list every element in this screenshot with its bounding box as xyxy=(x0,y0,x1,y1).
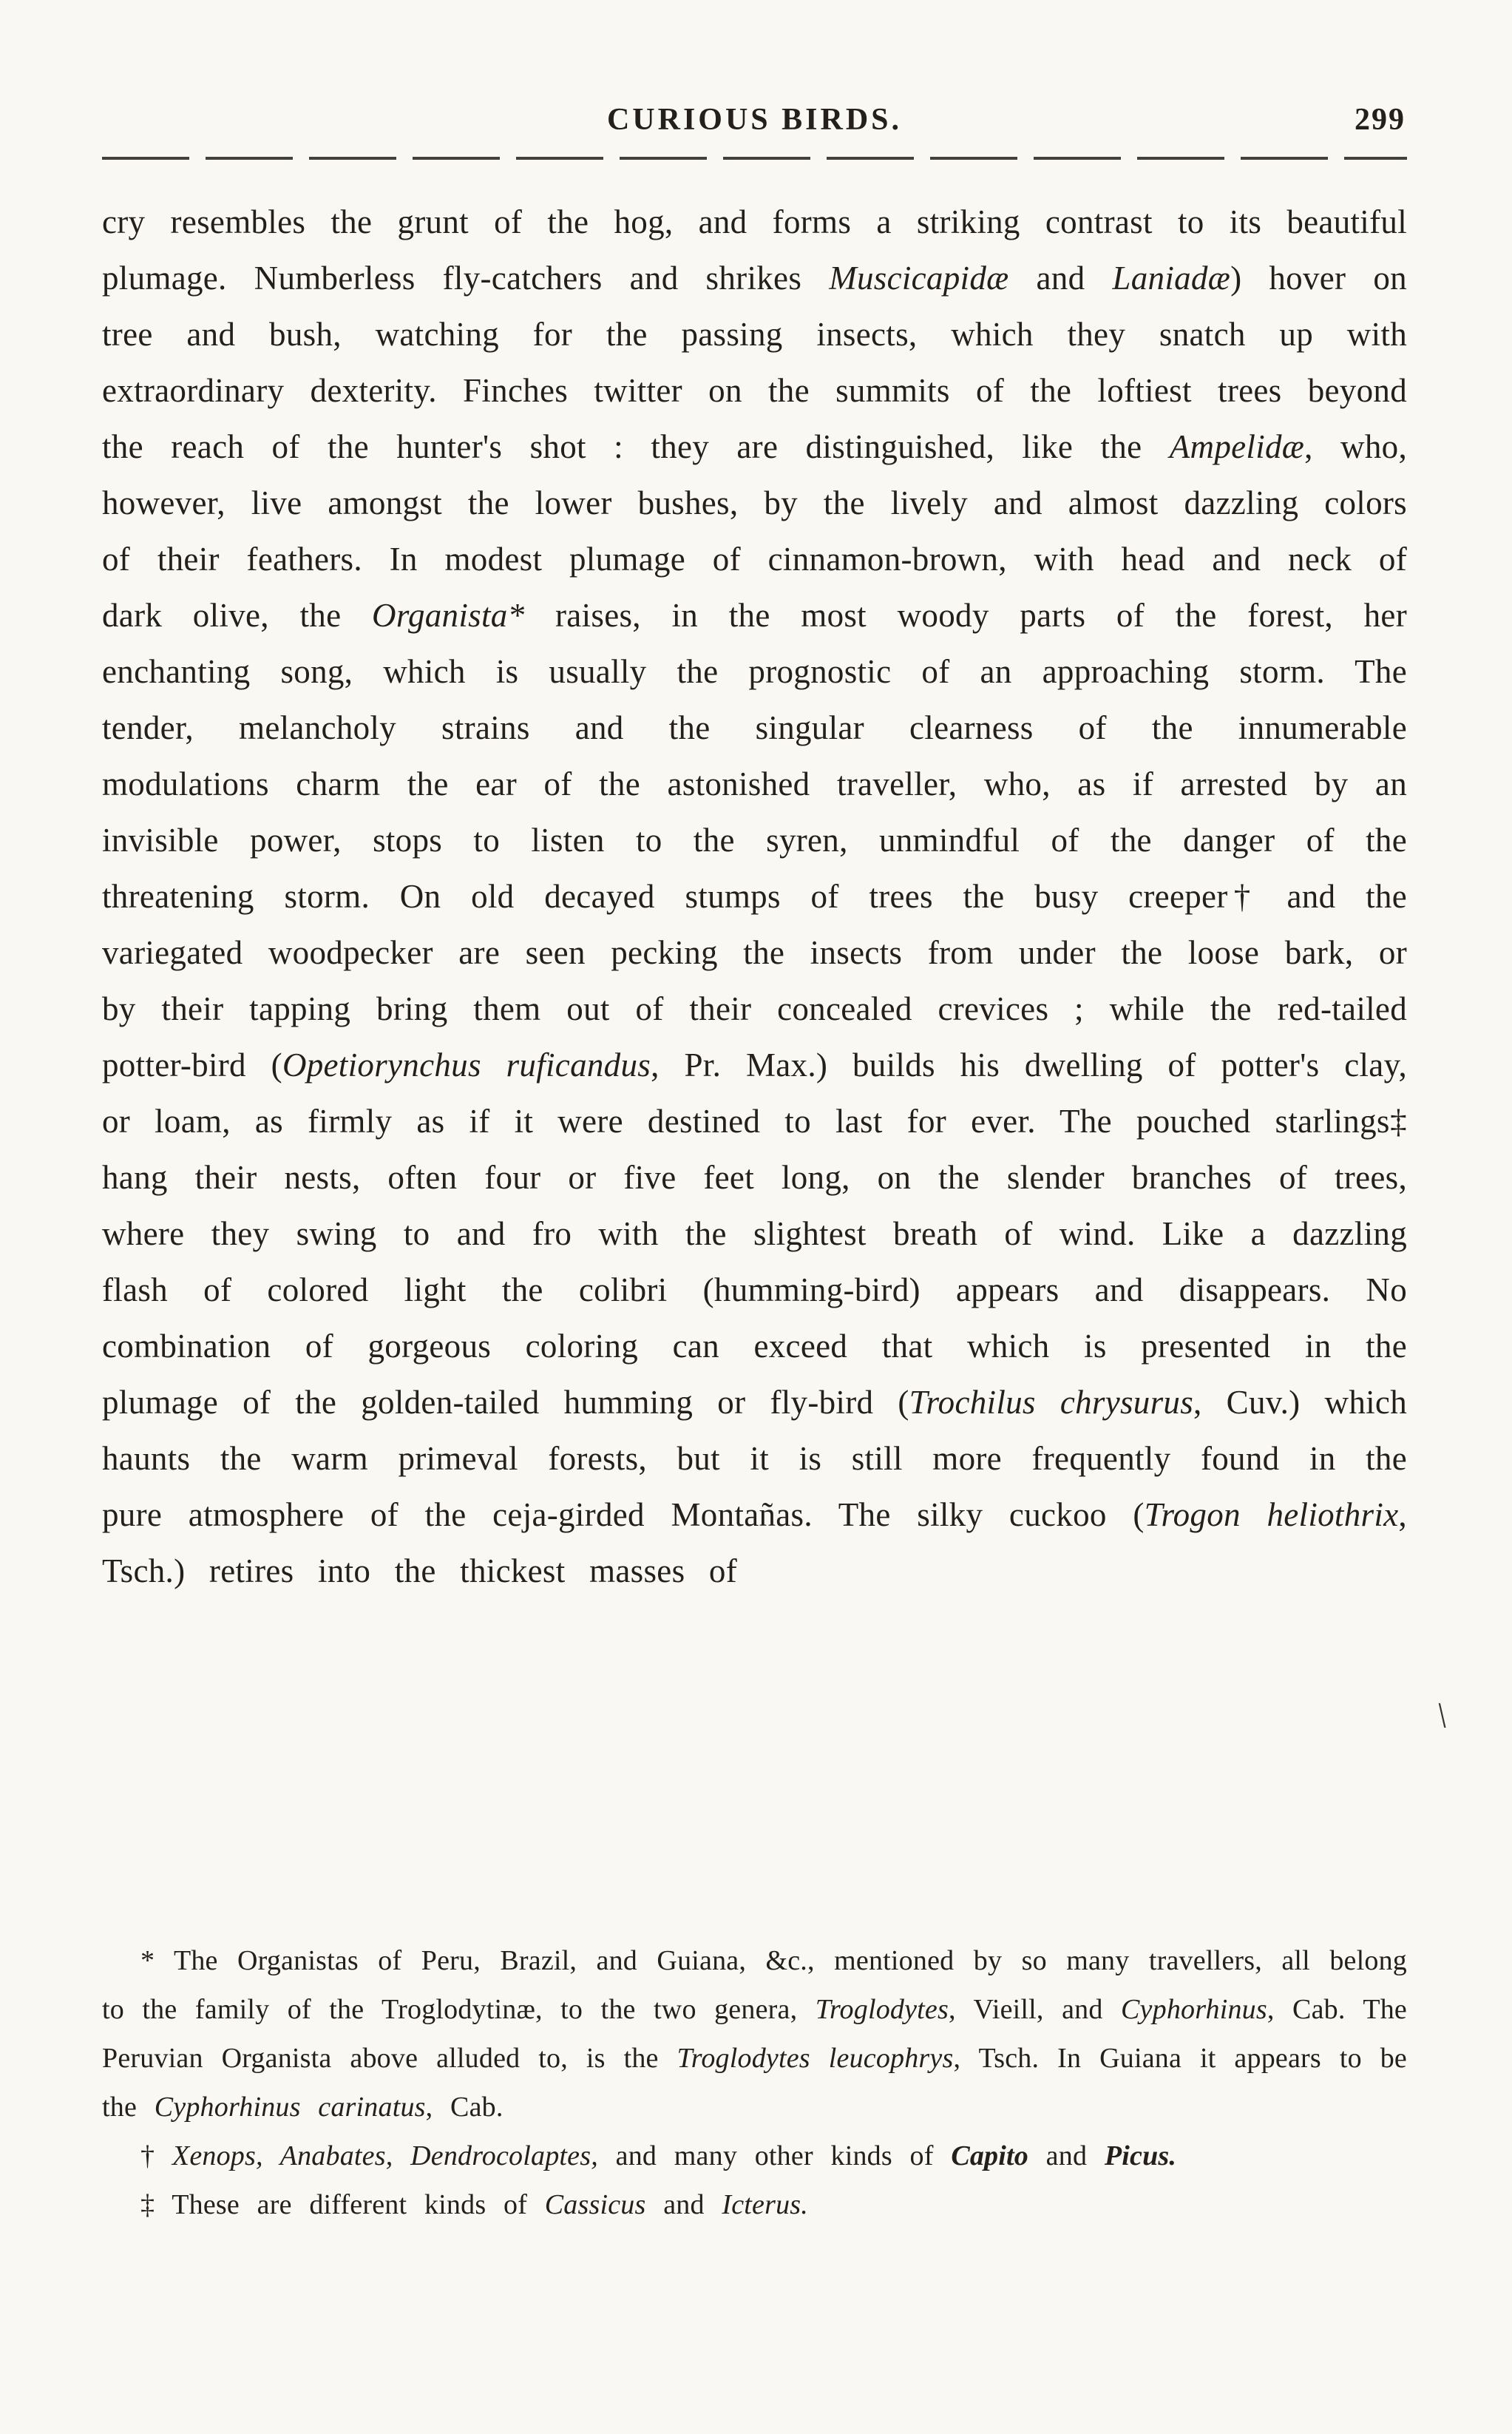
text-run: Muscicapidæ xyxy=(829,260,1009,297)
text-run: ) hover on tree and bush, watching for the passing insects, which they snatch up with extraordinary dexterity. Finches twitter on the summits of the loftiest trees beyond the reach of the hunter's shot : they are distinguished, like the xyxy=(102,260,1407,465)
text-run: Cassicus xyxy=(544,2189,646,2220)
footnote-dagger xyxy=(102,2132,1407,2180)
page-title: CURIOUS BIRDS. xyxy=(606,103,903,137)
text-run: Xenops, Anabates, Dendrocolaptes, xyxy=(172,2140,598,2171)
text-run: Trochilus chrysurus xyxy=(909,1384,1194,1421)
text-run: Organista* xyxy=(372,597,525,634)
page-number: 299 xyxy=(1355,103,1406,137)
text-run: , Pr. Max.) builds his dwelling of potter's clay, or loam, as firmly as if it were destined to last for ever. The pouched starlings‡ hang their nests, often four or five feet long, on the slender branches of trees, where they swing to and fro with the slightest breath of wind. Like a dazzling flash of colored light the colibri (humming-bird) appears and disappears. No combination of gorgeous coloring can exceed that which is presented in the plumage of the golden-tailed humming or fly-bird ( xyxy=(102,1047,1408,1421)
text-run: , Cab. xyxy=(425,2092,504,2123)
text-run: Opetiorynchus ruficandus xyxy=(282,1047,651,1084)
text-run: Ampelidæ xyxy=(1169,428,1305,465)
text-run: and many other kinds of xyxy=(597,2140,952,2171)
stray-mark: \ xyxy=(1434,1695,1449,1736)
text-run: Cyphorhinus xyxy=(1121,1994,1267,2025)
text-run: cry resembles the grunt of the hog, and forms a striking contrast to its beautiful plumage. Numberless fly-catchers and shrikes xyxy=(102,203,1407,297)
text-run: raises, in the most woody parts of the forest, her enchanting song, which is usually the prognostic of an approaching storm. The tender, melancholy strains and the singular clearness of the innumerable modulations charm the ear of the astonished traveller, who, as if arrested by an invisible power, stops to listen to the syren, unmindful of the danger of the threatening storm. On old decayed stumps of trees the busy creeper† and the variegated woodpecker are seen pecking the insects from under the loose bark, or by their tapping bring them out of their concealed crevices ; while the red-tailed potter-bird ( xyxy=(102,597,1407,1084)
text-run: and xyxy=(645,2189,722,2220)
text-run: Capito xyxy=(951,2140,1028,2171)
text-run: and xyxy=(1008,260,1113,297)
text-run: , Tsch. In Guiana it appears to be the xyxy=(102,2043,1407,2123)
text-run: Cyphorhinus carinatus xyxy=(154,2092,426,2123)
text-run: , Tsch.) retires into the thickest masses of xyxy=(102,1496,1407,1589)
body-paragraph xyxy=(102,194,1407,1917)
footnotes-section xyxy=(102,1936,1407,2229)
text-run: and xyxy=(1028,2140,1105,2171)
footnote-asterisk xyxy=(102,1936,1407,2132)
text-run: , Cab. The Peruvian Organista above alluded to, is the xyxy=(102,1994,1407,2074)
text-run: , Vieill, and xyxy=(949,1994,1122,2025)
text-run: * The Organistas of Peru, Brazil, and Guiana, &c., mentioned by so many travellers, all belong to the family of the Troglodytinæ, to the two genera, xyxy=(102,1945,1407,2025)
header-rule xyxy=(102,157,1407,160)
text-run: † xyxy=(140,2140,172,2171)
text-run: , who, however, live amongst the lower bushes, by the lively and almost dazzling colors of their feathers. In modest plumage of cinnamon-brown, with head and neck of dark olive, the xyxy=(102,428,1407,634)
text-run: Trogon heliothrix xyxy=(1144,1496,1399,1533)
text-run: Picus. xyxy=(1104,2140,1177,2171)
text-run: Laniadæ xyxy=(1112,260,1231,297)
text-run: ‡ These are different kinds of xyxy=(140,2189,545,2220)
text-run: Troglodytes xyxy=(815,1994,949,2025)
text-run: Icterus. xyxy=(722,2189,808,2220)
text-run: Troglodytes leucophrys xyxy=(677,2043,954,2074)
page-header xyxy=(102,102,1407,145)
footnote-double-dagger xyxy=(102,2180,1407,2229)
text-run: , Cuv.) which haunts the warm primeval forests, but it is still more frequently found in the pure atmosphere of the ceja-girded Montañas. The silky cuckoo ( xyxy=(102,1384,1408,1533)
